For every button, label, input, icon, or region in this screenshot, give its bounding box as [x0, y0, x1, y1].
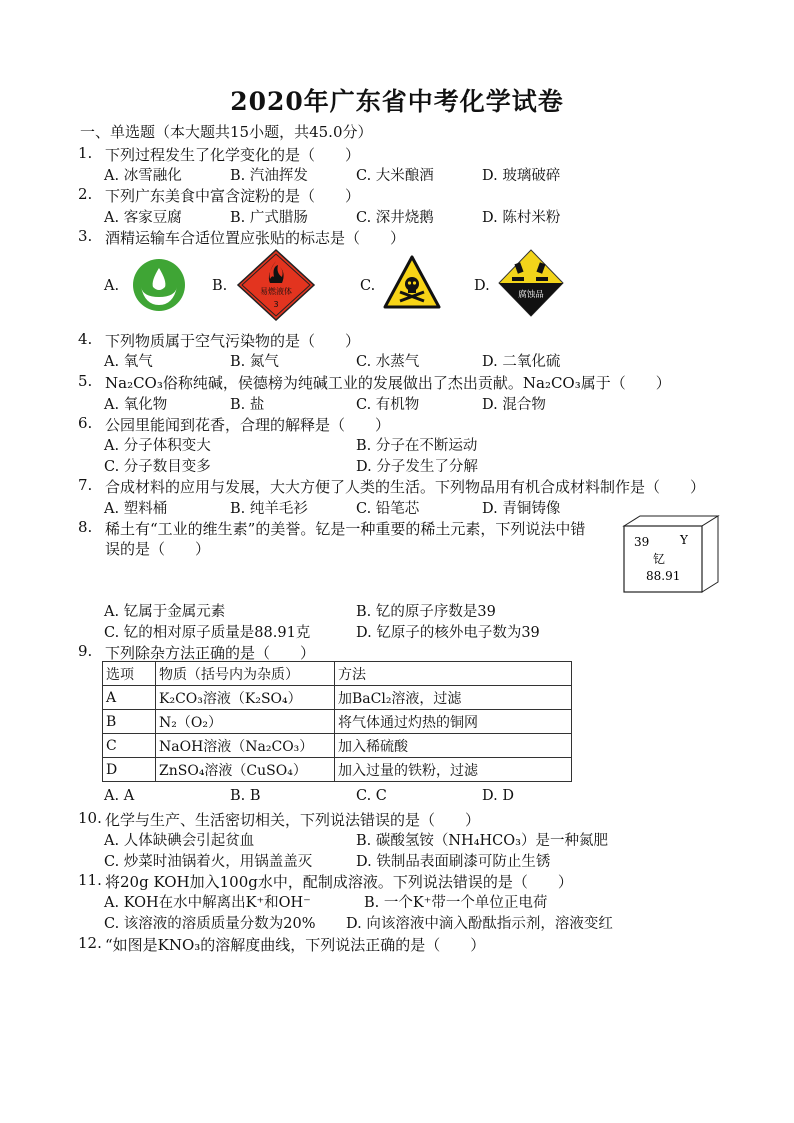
section-heading: 一、单选题（本大题共15小题，共45.0分）: [80, 123, 373, 141]
option-d[interactable]: D. 玻璃破碎: [482, 168, 561, 184]
question-number: 5.: [78, 372, 93, 390]
table-cell: A: [103, 686, 156, 710]
question-number: 9.: [78, 642, 93, 660]
question-stem-cont: 误的是（ ）: [105, 540, 211, 558]
option-b[interactable]: B.: [212, 278, 228, 294]
option-a[interactable]: A. KOH在水中解离出K⁺和OH⁻: [104, 895, 311, 911]
option-d[interactable]: D. 向该溶液中滴入酚酞指示剂，溶液变红: [346, 916, 613, 932]
purification-table: [102, 661, 572, 782]
table-cell: C: [103, 734, 156, 758]
table-cell: N₂（O₂）: [156, 710, 335, 734]
option-c[interactable]: C.: [360, 278, 376, 294]
table-cell: B: [103, 710, 156, 734]
question-stem: 公园里能闻到花香，合理的解释是（ ）: [105, 416, 391, 434]
option-d[interactable]: D. 青铜铸像: [482, 501, 561, 517]
corrosive-sign-icon[interactable]: [498, 249, 564, 317]
option-d[interactable]: D. D: [482, 788, 514, 804]
question-stem: “如图是KNO₃的溶解度曲线，下列说法正确的是（ ）: [105, 936, 486, 954]
option-b[interactable]: B. B: [230, 788, 261, 804]
option-d[interactable]: D. 陈村米粉: [482, 210, 561, 226]
question-number: 2.: [78, 185, 93, 203]
question-stem: Na₂CO₃俗称纯碱，侯德榜为纯碱工业的发展做出了杰出贡献。Na₂CO₃属于（ ）: [105, 374, 671, 392]
table-cell: 加BaCl₂溶液，过滤: [335, 686, 572, 710]
option-d[interactable]: D. 钇原子的核外电子数为39: [356, 625, 540, 641]
question-stem: 将20g KOH加入100g水中，配制成溶液。下列说法错误的是（ ）: [105, 873, 573, 891]
table-cell: NaOH溶液（Na₂CO₃）: [156, 734, 335, 758]
option-a[interactable]: A. A: [104, 788, 135, 804]
table-cell: 加入稀硫酸: [335, 734, 572, 758]
question-stem: 酒精运输车合适位置应张贴的标志是（ ）: [105, 229, 406, 247]
option-d[interactable]: D. 分子发生了分解: [356, 459, 478, 475]
option-a[interactable]: A. 塑料桶: [104, 501, 168, 517]
option-c[interactable]: C. 深井烧鹅: [356, 210, 434, 226]
element-number: 39: [634, 535, 650, 549]
option-c[interactable]: C. 该溶液的溶质质量分数为20%: [104, 916, 316, 932]
table-header-cell: 方法: [335, 662, 572, 686]
option-b[interactable]: B. 一个K⁺带一个单位正电荷: [364, 895, 548, 911]
option-c[interactable]: C. 水蒸气: [356, 354, 420, 370]
question-number: 3.: [78, 227, 93, 245]
table-cell: D: [103, 758, 156, 782]
yttrium-element-card-icon: [616, 514, 722, 598]
option-c[interactable]: C. 钇的相对原子质量是88.91克: [104, 625, 311, 641]
exam-title: 2020年广东省中考化学试卷: [230, 87, 564, 116]
option-a[interactable]: A. 客家豆腐: [104, 210, 182, 226]
option-a[interactable]: A. 冰雪融化: [104, 168, 182, 184]
question-stem: 下列广东美食中富含淀粉的是（ ）: [105, 187, 361, 205]
option-b[interactable]: B. 汽油挥发: [230, 168, 308, 184]
option-d[interactable]: D.: [474, 278, 490, 294]
table-header-row: [103, 662, 572, 686]
option-b[interactable]: B. 氮气: [230, 354, 279, 370]
element-symbol: Y: [680, 533, 688, 547]
table-cell: ZnSO₄溶液（CuSO₄）: [156, 758, 335, 782]
table-row: [103, 734, 572, 758]
question-stem: 下列过程发生了化学变化的是（ ）: [105, 146, 361, 164]
question-number: 11.: [78, 871, 102, 889]
option-c[interactable]: C. 铅笔芯: [356, 501, 420, 517]
question-number: 10.: [78, 809, 102, 827]
table-header-cell: 选项: [103, 662, 156, 686]
question-number: 6.: [78, 414, 93, 432]
option-c[interactable]: C. 分子数目变多: [104, 459, 211, 475]
table-cell: 加入过量的铁粉，过滤: [335, 758, 572, 782]
flammable-liquid-sign-icon[interactable]: [236, 249, 316, 321]
question-number: 12.: [78, 934, 102, 952]
option-b[interactable]: B. 碳酸氢铵（NH₄HCO₃）是一种氮肥: [356, 833, 608, 849]
sign-class: 3: [273, 300, 279, 309]
element-name: 钇: [653, 552, 666, 566]
option-d[interactable]: D. 混合物: [482, 397, 546, 413]
table-row: [103, 686, 572, 710]
question-stem: 下列除杂方法正确的是（ ）: [105, 644, 316, 662]
option-b[interactable]: B. 钇的原子序数是39: [356, 604, 496, 620]
question-number: 1.: [78, 144, 93, 162]
option-a[interactable]: A. 氧化物: [104, 397, 168, 413]
table-cell: K₂CO₃溶液（K₂SO₄）: [156, 686, 335, 710]
question-stem: 下列物质属于空气污染物的是（ ）: [105, 332, 361, 350]
option-b[interactable]: B. 广式腊肠: [230, 210, 308, 226]
option-c[interactable]: C. 有机物: [356, 397, 420, 413]
option-a[interactable]: A. 氧气: [104, 354, 153, 370]
sign-label: 腐蚀品: [518, 290, 544, 300]
question-stem: 合成材料的应用与发展，大大方便了人类的生活。下列物品用有机合成材料制作是（ ）: [105, 478, 706, 496]
option-d[interactable]: D. 铁制品表面刷漆可防止生锈: [356, 854, 551, 870]
element-mass: 88.91: [646, 569, 681, 583]
option-a[interactable]: A.: [104, 278, 120, 294]
table-cell: 将气体通过灼热的铜网: [335, 710, 572, 734]
option-d[interactable]: D. 二氧化硫: [482, 354, 561, 370]
water-hazard-sign-icon[interactable]: [131, 257, 187, 313]
option-a[interactable]: A. 分子体积变大: [104, 438, 211, 454]
toxic-skull-sign-icon[interactable]: [382, 254, 442, 310]
question-number: 7.: [78, 476, 93, 494]
option-a[interactable]: A. 钇属于金属元素: [104, 604, 226, 620]
table-row: [103, 710, 572, 734]
option-c[interactable]: C. 炒菜时油锅着火，用锅盖盖灭: [104, 854, 313, 870]
option-b[interactable]: B. 盐: [230, 397, 265, 413]
table-header-cell: 物质（括号内为杂质）: [156, 662, 335, 686]
question-stem: 化学与生产、生活密切相关，下列说法错误的是（ ）: [105, 811, 481, 829]
question-number: 8.: [78, 518, 93, 536]
option-b[interactable]: B. 分子在不断运动: [356, 438, 478, 454]
question-stem: 稀土有“工业的维生素”的美誉。钇是一种重要的稀土元素，下列说法中错: [105, 520, 586, 538]
question-number: 4.: [78, 330, 93, 348]
option-b[interactable]: B. 纯羊毛衫: [230, 501, 308, 517]
option-c[interactable]: C. 大米酿酒: [356, 168, 434, 184]
option-c[interactable]: C. C: [356, 788, 387, 804]
sign-label: 易燃液体: [260, 287, 292, 296]
option-a[interactable]: A. 人体缺碘会引起贫血: [104, 833, 255, 849]
table-row: [103, 758, 572, 782]
